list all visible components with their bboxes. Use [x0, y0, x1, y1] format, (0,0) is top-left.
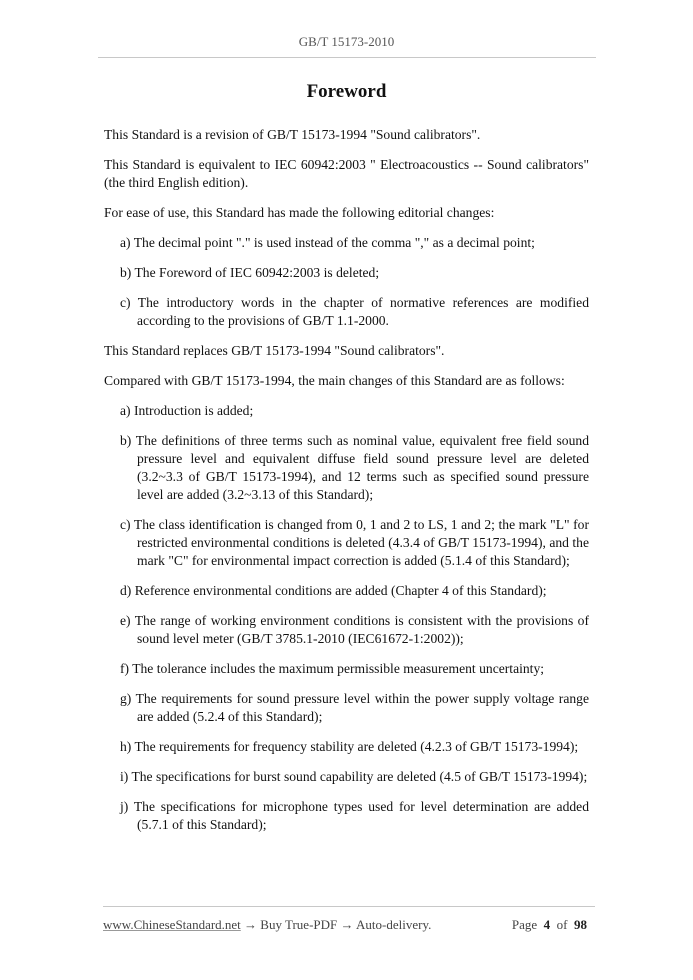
paragraph: Compared with GB/T 15173-1994, the main changes of this Standard are as follows: [104, 373, 565, 388]
list-item: i) The specifications for burst sound capability are deleted (4.5 of GB/T 15173-1994); [120, 769, 588, 784]
footer-left [103, 917, 431, 933]
list-item: b) The definitions of three terms such as nominal value, equivalent free field sound pressure level and equivalent diffuse field sound pressure level are deleted (3.2~3.3 of GB/T 15173-1994), and 12 terms such as specified sound pressure level are added (3.2~3.13 of this Standard); [120, 433, 589, 502]
list-item: e) The range of working environment conditions is consistent with the provisions of sound level meter (GB/T 3785.1-2010 (IEC61672-1:2002)); [120, 613, 589, 646]
list-item: a) The decimal point "." is used instead of the comma "," as a decimal point; [120, 235, 535, 250]
page-footer [103, 917, 587, 933]
document-body [104, 126, 589, 846]
list-item: j) The specifications for microphone types used for level determination are added (5.7.1 of this Standard); [120, 799, 589, 832]
paragraph: This Standard is equivalent to IEC 60942:2003 " Electroacoustics -- Sound calibrators" (the third English edition). [104, 157, 589, 190]
page-indicator [512, 917, 587, 933]
list-item: c) The introductory words in the chapter of normative references are modified according to the provisions of GB/T 1.1-2000. [120, 295, 589, 328]
header-divider [98, 57, 596, 58]
page-current: 4 [543, 917, 551, 932]
page-total: 98 [574, 917, 587, 932]
footer-tail-text: → Buy True-PDF → Auto-delivery. [240, 917, 432, 932]
list-item: h) The requirements for frequency stability are deleted (4.2.3 of GB/T 15173-1994); [120, 739, 579, 754]
header-doc-code: GB/T 15173-2010 [298, 34, 395, 49]
list-item: a) Introduction is added; [120, 403, 254, 418]
list-item: d) Reference environmental conditions are added (Chapter 4 of this Standard); [120, 583, 547, 598]
list-item: f) The tolerance includes the maximum permissible measurement uncertainty; [120, 661, 545, 676]
paragraph: This Standard is a revision of GB/T 15173-1994 "Sound calibrators". [104, 127, 481, 142]
of-label: of [556, 917, 568, 932]
page-title: Foreword [306, 81, 387, 102]
page-label: Page [511, 917, 538, 932]
list-item: b) The Foreword of IEC 60942:2003 is deleted; [120, 265, 380, 280]
footer-divider [103, 906, 595, 907]
paragraph: For ease of use, this Standard has made the following editorial changes: [104, 205, 495, 220]
website-link[interactable]: www.ChineseStandard.net [103, 917, 241, 932]
list-item: c) The class identification is changed from 0, 1 and 2 to LS, 1 and 2; the mark "L" for restricted environmental conditions is deleted (4.3.4 of GB/T 15173-1994), and the mark "C" for environmental impact correction is added (5.1.4 of this Standard); [120, 517, 589, 568]
list-item: g) The requirements for sound pressure level within the power supply voltage range are added (5.2.4 of this Standard); [120, 691, 589, 724]
paragraph: This Standard replaces GB/T 15173-1994 "Sound calibrators". [104, 343, 445, 358]
